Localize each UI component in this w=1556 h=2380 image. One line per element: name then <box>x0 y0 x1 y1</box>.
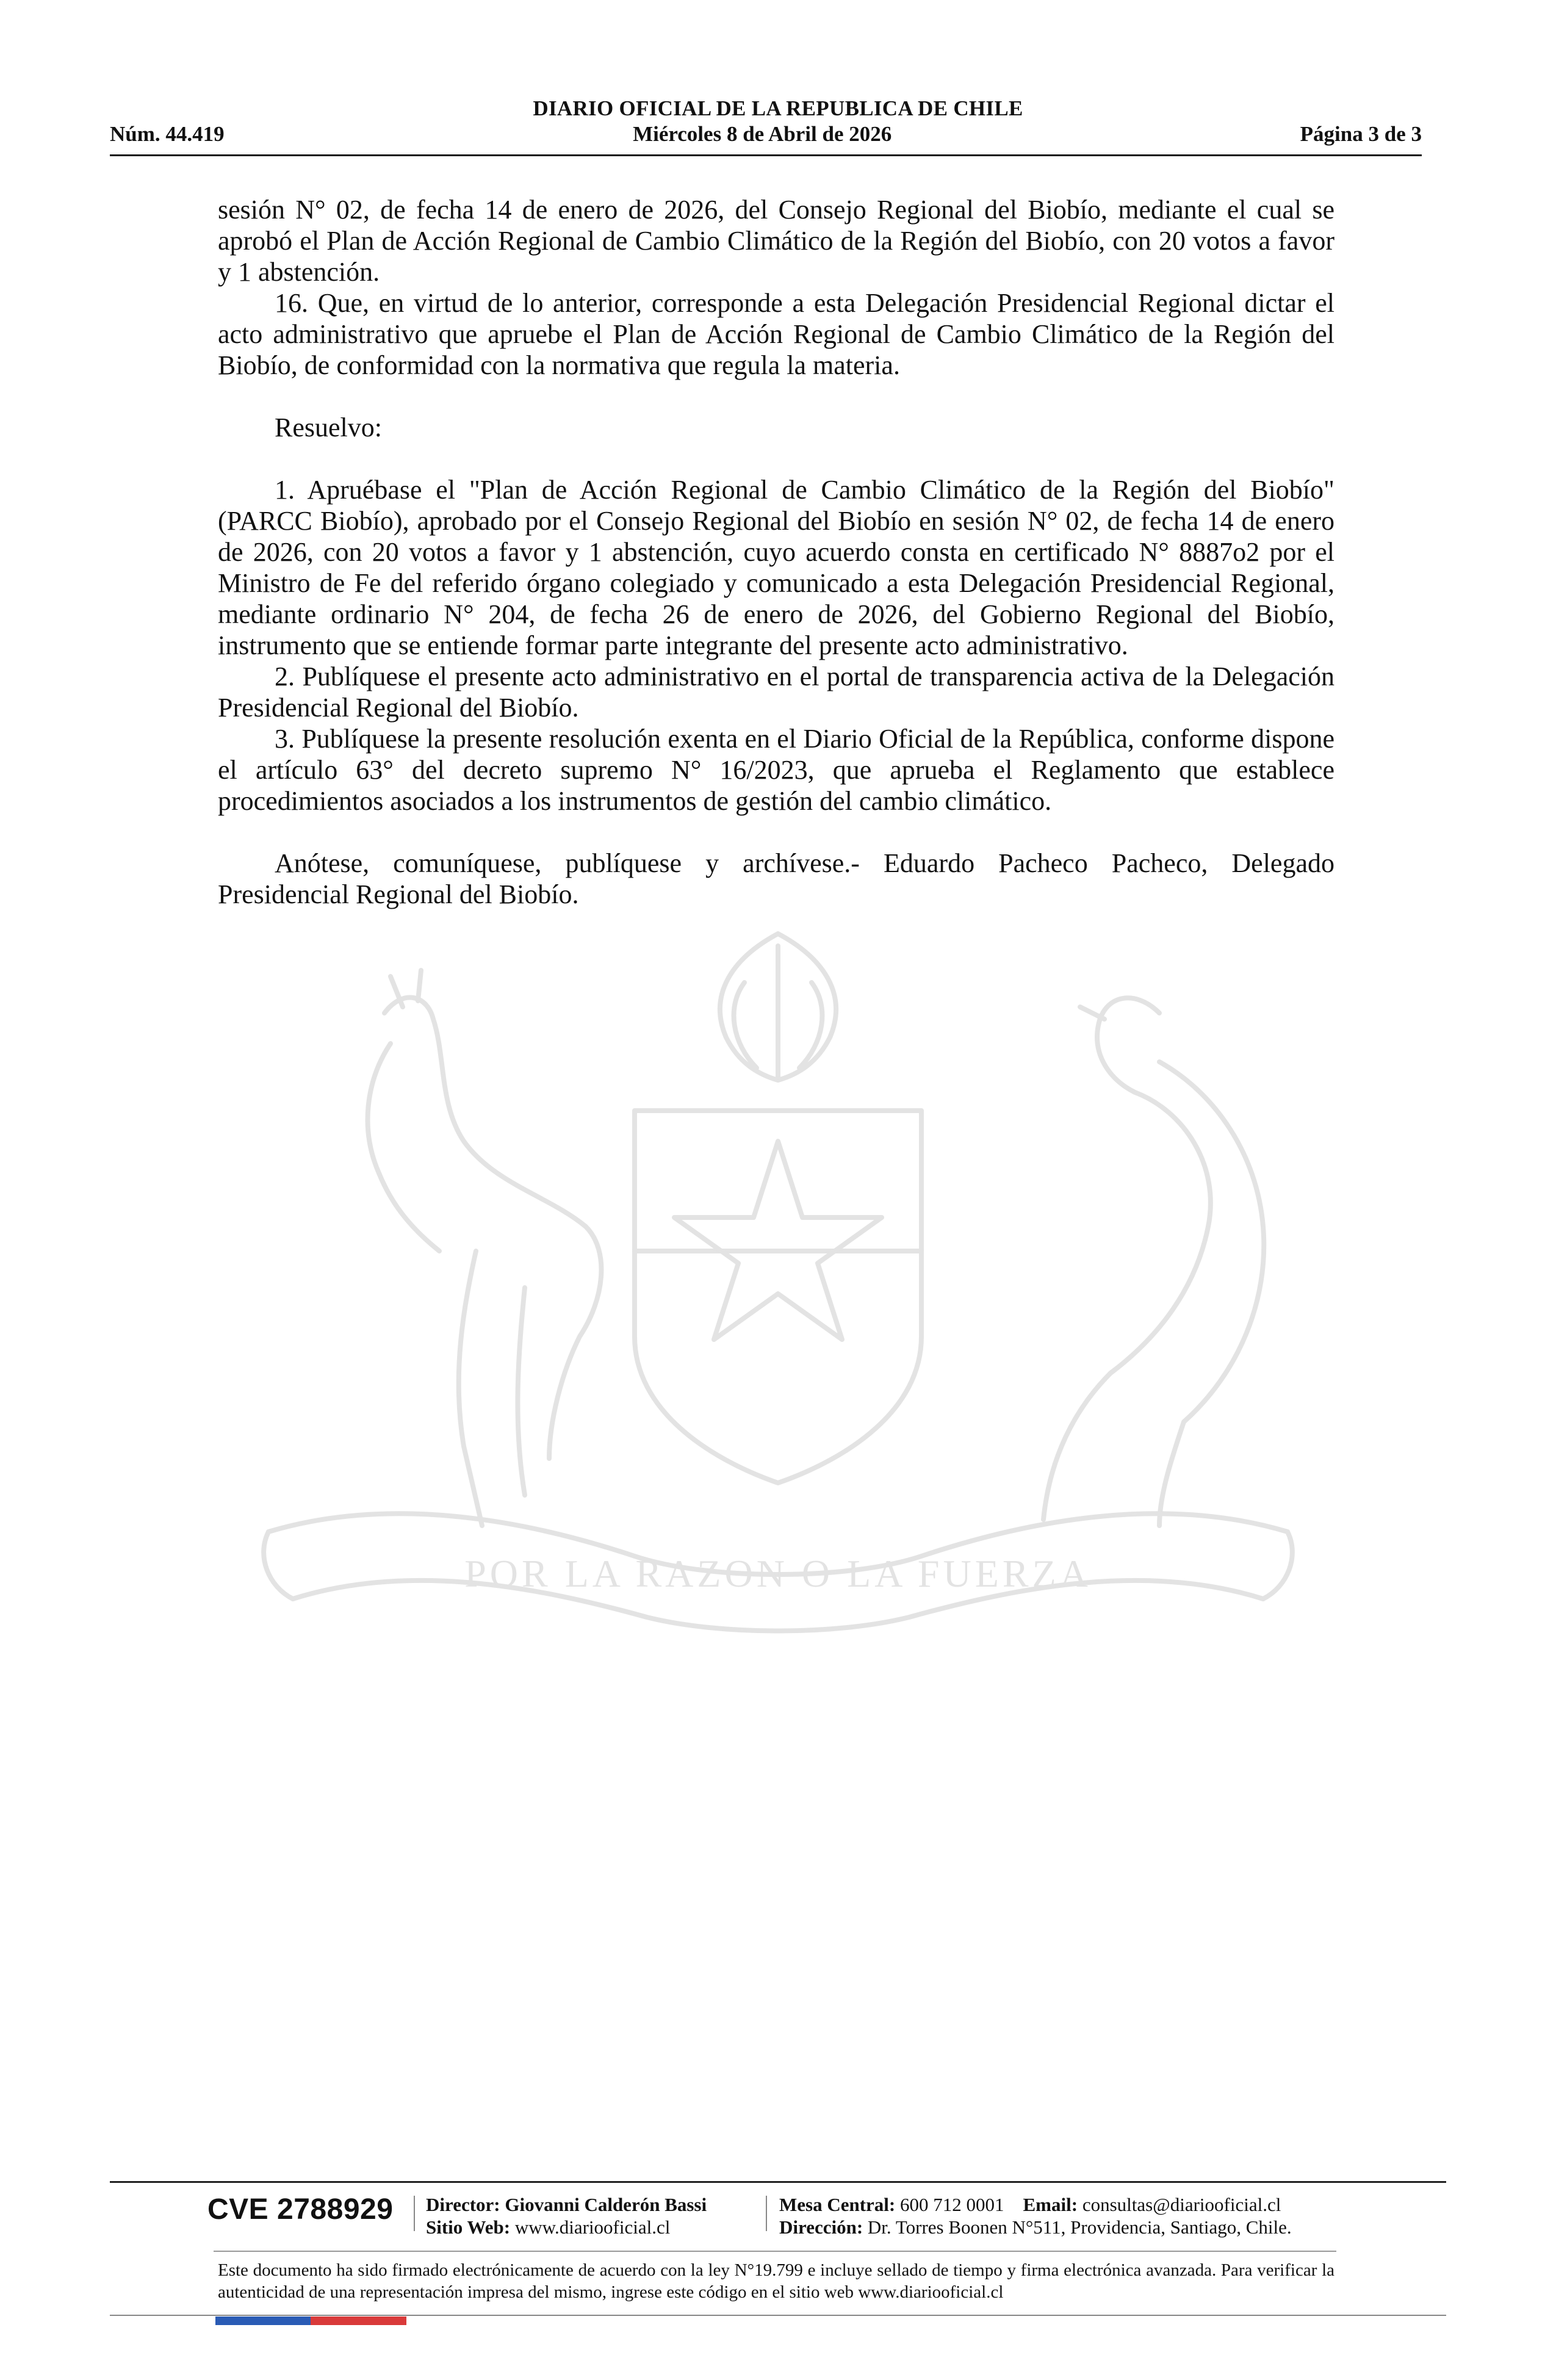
resuelvo-heading: Resuelvo: <box>275 413 382 442</box>
website-url[interactable]: www.diariooficial.cl <box>514 2216 671 2238</box>
paragraph-16: 16. Que, en virtud de lo anterior, corresponde a esta Delegación Presidencial Regional dictar el acto administrativo que apruebe el Plan de Acción Regional de Cambio Climático de la Región del Biobío, de conformidad con la normativa que regula la materia. <box>218 288 1334 380</box>
issue-number: Núm. 44.419 <box>110 122 225 146</box>
spacer <box>218 381 1334 412</box>
footer-divider-bottom <box>110 2315 1446 2316</box>
address-value: Dr. Torres Boonen N°511, Providencia, Santiago, Chile. <box>867 2216 1292 2238</box>
coat-of-arms-motto: POR LA RAZON O LA FUERZA <box>464 1552 1092 1595</box>
document-body <box>218 194 1334 910</box>
legal-text: Este documento ha sido firmado electrónicamente de acuerdo con la ley N°19.799 e incluye sellado de tiempo y firma electrónica avanzada. Para verificar la autenticidad de una representación impresa del mismo, ingrese este código en el sitio web www.diariooficial.cl <box>218 2260 1334 2302</box>
footer-separator <box>414 2196 415 2231</box>
footer-divider-top <box>110 2181 1446 2183</box>
footer-contact-block <box>779 2193 1292 2238</box>
coat-of-arms-watermark <box>207 909 1349 1660</box>
flag-stripe-red <box>311 2317 406 2325</box>
closing-signature: Anótese, comuníquese, publíquese y archívese.- Eduardo Pacheco Pacheco, Delegado Presidencial Regional del Biobío. <box>218 848 1334 909</box>
mesa-label: Mesa Central: <box>779 2194 896 2215</box>
footer-director-block <box>426 2193 707 2238</box>
director-name: Giovanni Calderón Bassi <box>505 2194 707 2215</box>
legal-notice <box>218 2259 1334 2303</box>
page-indicator: Página 3 de 3 <box>1300 122 1422 146</box>
resolution-item-3: 3. Publíquese la presente resolución exenta en el Diario Oficial de la República, conforme dispone el artículo 63° del decreto supremo N° 16/2023, que aprueba el Reglamento que establece procedimientos asociados a los instrumentos de gestión del cambio climático. <box>218 724 1334 816</box>
email-address[interactable]: consultas@diariooficial.cl <box>1082 2194 1281 2215</box>
cve-code: CVE 2788929 <box>207 2193 394 2226</box>
flag-stripe-blue <box>215 2317 311 2325</box>
footer-separator <box>766 2196 767 2231</box>
director-label: Director: <box>426 2194 500 2215</box>
email-label: Email: <box>1023 2194 1078 2215</box>
newspaper-title: DIARIO OFICIAL DE LA REPUBLICA DE CHILE <box>533 96 1023 120</box>
header-divider <box>110 154 1422 156</box>
address-label: Dirección: <box>779 2216 863 2238</box>
paragraph-continuation: sesión N° 02, de fecha 14 de enero de 2026, del Consejo Regional del Biobío, mediante el cual se aprobó el Plan de Acción Regional de Cambio Climático de la Región del Biobío, con 20 votos a favor y 1 abstención. <box>218 195 1334 287</box>
resolution-item-1: 1. Apruébase el "Plan de Acción Regional de Cambio Climático de la Región del Biobío" (PARCC Biobío), aprobado por el Consejo Regional del Biobío en sesión N° 02, de fecha 14 de enero de 2026, con 20 votos a favor y 1 abstención, cuyo acuerdo consta en certificado N° 8887o2 por el Ministro de Fe del referido órgano colegiado y comunicado a esta Delegación Presidencial Regional, mediante ordinario N° 204, de fecha 26 de enero de 2026, del Gobierno Regional del Biobío, instrumento que se entiende formar parte integrante del presente acto administrativo. <box>218 475 1334 660</box>
website-label: Sitio Web: <box>426 2216 511 2238</box>
issue-date: Miércoles 8 de Abril de 2026 <box>633 122 892 146</box>
header-row <box>110 122 1422 146</box>
resolution-item-2: 2. Publíquese el presente acto administrativo en el portal de transparencia activa de la Delegación Presidencial Regional del Biobío. <box>218 662 1334 723</box>
mesa-phone: 600 712 0001 <box>900 2194 1004 2215</box>
spacer <box>218 817 1334 848</box>
footer-divider-mid <box>214 2251 1336 2252</box>
spacer <box>218 443 1334 474</box>
